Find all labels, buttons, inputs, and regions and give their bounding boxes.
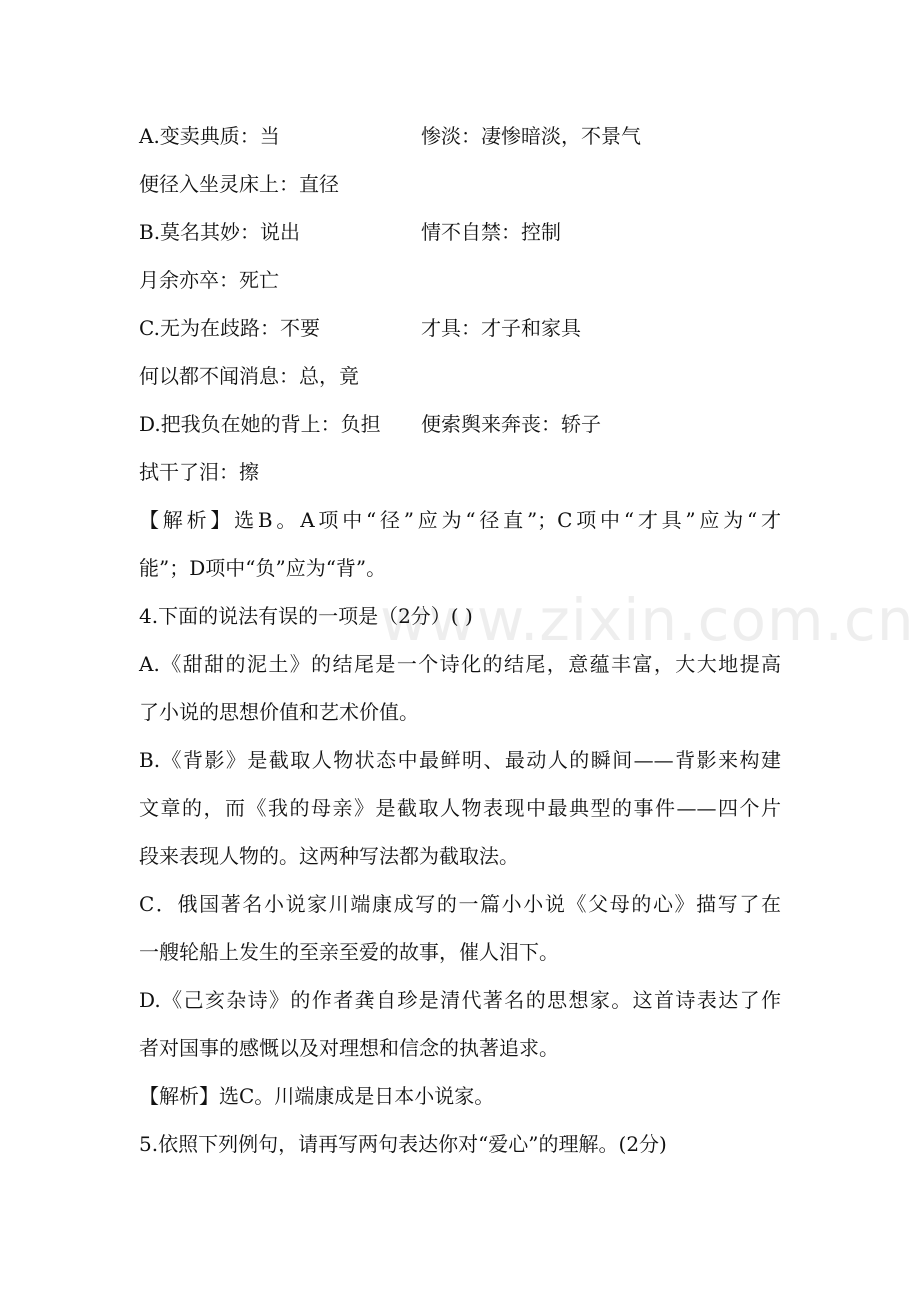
watermark-text: www.zixin.com.cn (380, 586, 915, 654)
q3-option-b-line2: 月余亦卒：死亡 (139, 268, 279, 292)
document-page (139, 112, 799, 1168)
q4-option-a-line2: 了小说的思想价值和艺术价值。 (139, 700, 419, 724)
q3-analysis-line1: 【解析】选B。A项中“径”应为“径直”；C项中“才具”应为“才 (139, 508, 781, 532)
q4-option-b-line1: B.《背影》是截取人物状态中最鲜明、最动人的瞬间——背影来构建 (139, 748, 781, 772)
q3-option-a (139, 112, 799, 160)
q3-analysis-line2: 能”；D项中“负”应为“背”。 (139, 556, 387, 580)
q4-option-d-line1: D.《己亥杂诗》的作者龚自珍是清代著名的思想家。这首诗表达了作 (139, 988, 781, 1012)
q3-option-d-line2: 拭干了泪：擦 (139, 460, 259, 484)
q4-option-c-line1: C．俄国著名小说家川端康成写的一篇小小说《父母的心》描写了在 (139, 892, 781, 916)
q3-option-d-col2: 便索舆来奔丧：轿子 (421, 412, 601, 436)
q3-option-b-col1: B.莫名其妙：说出 (139, 220, 301, 244)
q3-option-b-col2: 情不自禁：控制 (421, 220, 561, 244)
q4-option-c-line2: 一艘轮船上发生的至亲至爱的故事，催人泪下。 (139, 940, 559, 964)
q4-stem: 4.下面的说法有误的一项是（2分）( ) (139, 604, 473, 628)
q3-option-d-col1: D.把我负在她的背上：负担 (139, 412, 381, 436)
q3-option-d (139, 400, 799, 448)
q3-option-a-line2: 便径入坐灵床上：直径 (139, 172, 339, 196)
q3-option-a-col1: A.变卖典质：当 (139, 124, 280, 148)
q3-option-c-col1: C.无为在歧路：不要 (139, 316, 320, 340)
q5-stem: 5.依照下列例句，请再写两句表达你对“爱心”的理解。(2分) (139, 1132, 667, 1156)
q3-option-a-col2: 惨淡：凄惨暗淡，不景气 (421, 124, 641, 148)
q4-option-b-line3: 段来表现人物的。这两种写法都为截取法。 (139, 844, 519, 868)
q4-option-d-line2: 者对国事的感慨以及对理想和信念的执著追求。 (139, 1036, 559, 1060)
q3-option-c (139, 304, 799, 352)
q4-analysis: 【解析】选C。川端康成是日本小说家。 (139, 1084, 495, 1108)
q3-option-b (139, 208, 799, 256)
q4-option-b-line2: 文章的，而《我的母亲》是截取人物表现中最典型的事件——四个片 (139, 796, 781, 820)
q3-option-c-line2: 何以都不闻消息：总，竟 (139, 364, 359, 388)
q4-option-a-line1: A.《甜甜的泥土》的结尾是一个诗化的结尾，意蕴丰富，大大地提高 (139, 652, 781, 676)
q3-option-c-col2: 才具：才子和家具 (421, 316, 581, 340)
